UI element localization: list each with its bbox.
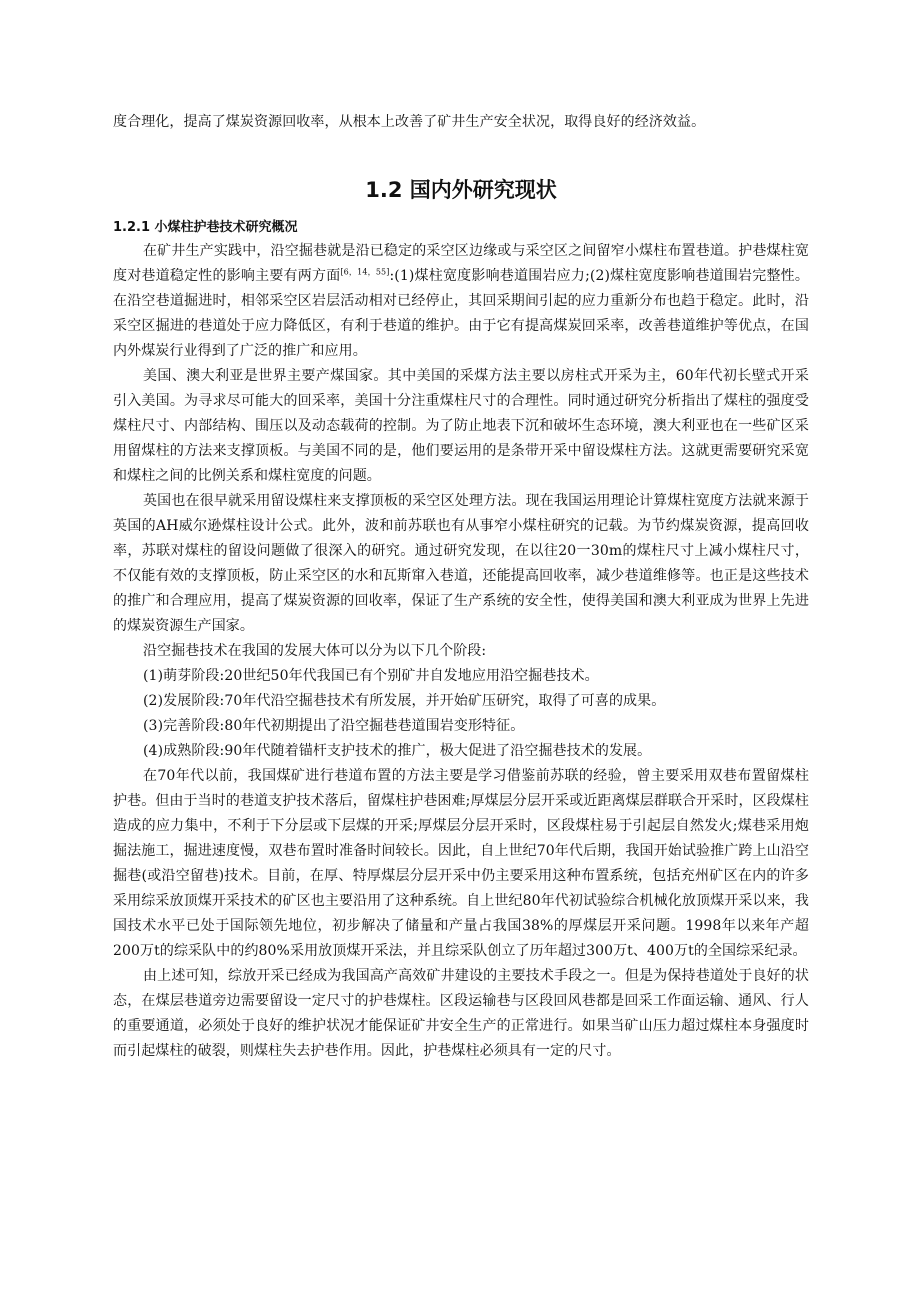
- paragraph-stages-intro: 沿空掘巷技术在我国的发展大体可以分为以下几个阶段:: [143, 643, 487, 659]
- paragraph-uk-ussr: 英国也在很早就采用留设煤柱来支撑顶板的采空区处理方法。现在我国运用理论计算煤柱宽度方法就来源于英国的AH威尔逊煤柱设计公式。此外，波和前苏联也有从事窄小煤柱研究的记载。为节约煤炭资源，提高回收率，苏联对煤柱的留设问题做了很深入的研究。通过研究发现，在以往20一30m的煤柱尺寸上减小煤柱尺寸，不仅能有效的支撑顶板，防止采空区的水和瓦斯窜入巷道，还能提高回收率，减少巷道维修等。也正是这些技术的推广和合理应用，提高了煤炭资源的回收率，保证了生产系统的安全性，使得美国和澳大利亚成为世界上先进的煤炭资源生产国家。: [113, 493, 809, 634]
- paragraph-continued: 度合理化，提高了煤炭资源回收率，从根本上改善了矿井生产安全状况，取得良好的经济效益。: [113, 114, 706, 130]
- paragraph-text: 在矿井生产实践中，沿空掘巷就是沿已稳定的采空区边缘或与采空区之间留窄小煤柱布置巷道。护巷煤柱宽度对巷道稳定性的影响主要有两方面: [113, 243, 809, 284]
- list-item-stage-1: (1)萌芽阶段:20世纪50年代我国已有个别矿井自发地应用沿空掘巷技术。: [143, 668, 599, 684]
- citation-superscript: [6，14，55]: [340, 267, 390, 277]
- paragraph-china-history: 在70年代以前，我国煤矿进行巷道布置的方法主要是学习借鉴前苏联的经验，曾主要采用双巷布置留煤柱护巷。但由于当时的巷道支护技术落后，留煤柱护巷困难;厚煤层分层开采或近距离煤层群联合开采时，区段煤柱造成的应力集中，不利于下分层或下层煤的开采;厚煤层分层开采时，区段煤柱易于引起层自然发火;煤巷采用炮掘法施工，掘进速度慢，双巷布置时准备时间较长。因此，自上世纪70年代后期，我国开始试验推广跨上山沿空掘巷(或沿空留巷)技术。目前，在厚、特厚煤层分层开采中仍主要采用这种布置系统，包括充州矿区在内的许多采用综采放顶煤开采技术的矿区也主要沿用了这种系统。自上世纪80年代初试验综合机械化放顶煤开采以来，我国技术水平已处于国际领先地位，初步解决了储量和产量占我国38%的厚煤层开采问题。1998年以来年产超200万t的综采队中的约80%采用放顶煤开采法，并且综采队创立了历年超过300万t、400万t的全国综采纪录。: [113, 768, 809, 959]
- document-page: [113, 110, 809, 1064]
- paragraph-conclusion: 由上述可知，综放开采已经成为我国高产高效矿井建设的主要技术手段之一。但是为保持巷道处于良好的状态，在煤层巷道旁边需要留设一定尺寸的护巷煤柱。区段运输巷与区段回风巷都是回采工作面运输、通风、行人的重要通道，必须处于良好的维护状况才能保证矿井安全生产的正常进行。如果当矿山压力超过煤柱本身强度时而引起煤柱的破裂，则煤柱失去护巷作用。因此，护巷煤柱必须具有一定的尺寸。: [113, 968, 809, 1059]
- paragraph-text: :(1)煤柱宽度影响巷道围岩应力;(2)煤柱宽度影响巷道围岩完整性。在沿空巷道掘进时，相邻采空区岩层活动相对已经停止，其回采期间引起的应力重新分布也趋于稳定。此时，沿采空区掘进的巷道处于应力降低区，有利于巷道的维护。由于它有提高煤炭回采率，改善巷道维护等优点，在国内外煤炭行业得到了广泛的推广和应用。: [113, 268, 809, 359]
- list-item-stage-4: (4)成熟阶段:90年代随着锚杆支护技术的推广，极大促进了沿空掘巷技术的发展。: [143, 743, 652, 759]
- list-item-stage-2: (2)发展阶段:70年代沿空掘巷技术有所发展，并开始矿压研究，取得了可喜的成果。: [143, 693, 666, 709]
- paragraph-usa-australia: 美国、澳大利亚是世界主要产煤国家。其中美国的采煤方法主要以房柱式开采为主，60年代初长壁式开采引入美国。为寻求尽可能大的回采率，美国十分注重煤柱尺寸的合理性。同时通过研究分析指出了煤柱的强度受煤柱尺寸、内部结构、围压以及动态载荷的控制。为了防止地表下沉和破坏生态环境，澳大利亚也在一些矿区采用留煤柱的方法来支撑顶板。与美国不同的是，他们要运用的是条带开采中留设煤柱方法。这就更需要研究采宽和煤柱之间的比例关系和煤柱宽度的问题。: [113, 368, 809, 484]
- list-item-stage-3: (3)完善阶段:80年代初期提出了沿空掘巷巷道围岩变形特征。: [143, 718, 525, 734]
- subsection-heading: 1.2.1 小煤柱护巷技术研究概况: [113, 220, 298, 235]
- paragraph-gob-side-entry: [113, 239, 809, 364]
- section-heading: 1.2 国内外研究现状: [365, 178, 557, 202]
